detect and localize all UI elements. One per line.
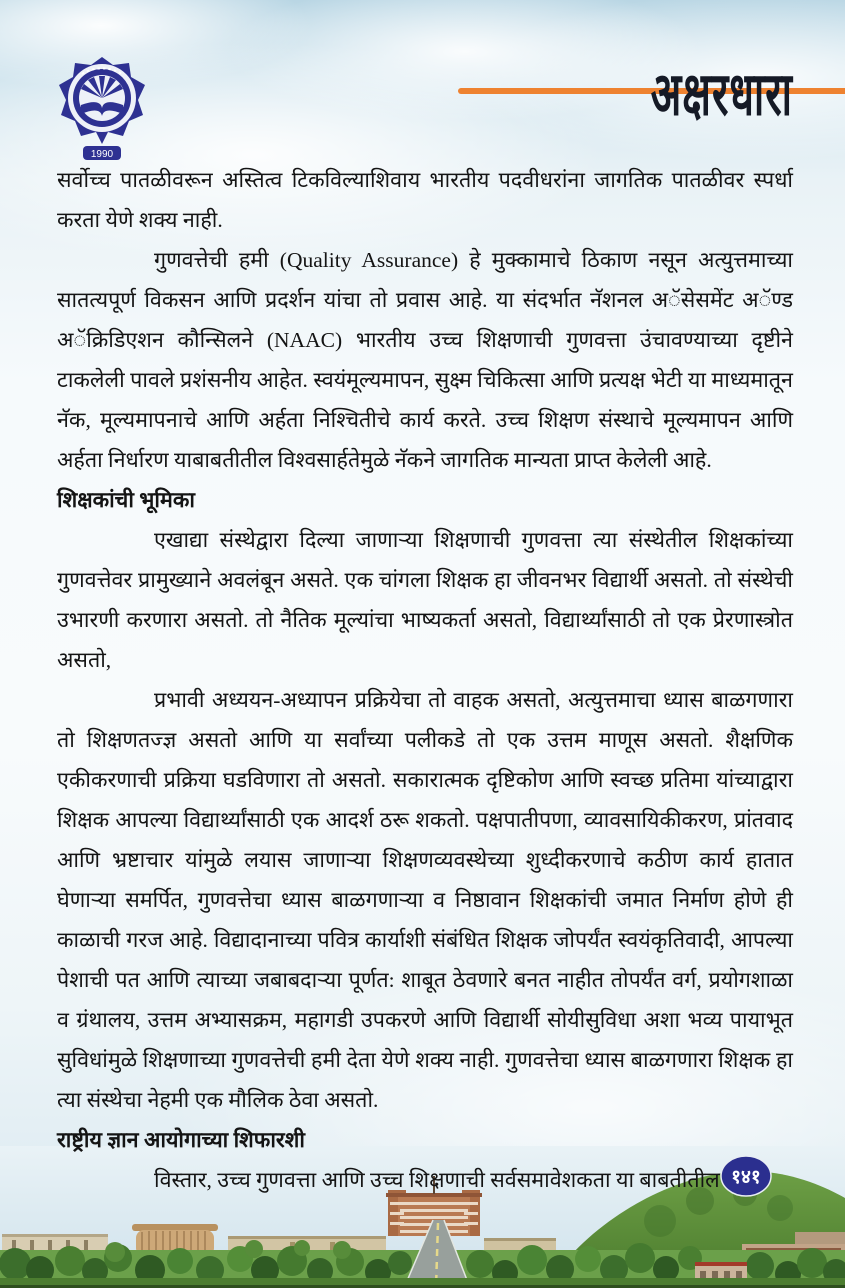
logo-year: 1990 (90, 149, 114, 160)
article-body (57, 160, 793, 1200)
section-heading: शिक्षकांची भूमिका (57, 488, 195, 512)
paragraph: एखाद्या संस्थेद्वारा दिल्या जाणाऱ्या शिक्षणाची गुणवत्ता त्या संस्थेतील शिक्षकांच्या गुणवत्तेवर प्रामुख्याने अवलंबून असते. एक चांगला शिक्षक हा जीवनभर विद्यार्थी असतो. तो संस्थेची उभारणी करणारा असतो. तो नैतिक मूल्यांचा भाष्यकर्ता असतो, विद्यार्थ्यांसाठी तो एक प्रेरणास्त्रोत असतो, (57, 528, 793, 672)
section-heading: राष्ट्रीय ज्ञान आयोगाच्या शिफारशी (57, 1128, 305, 1152)
masthead-title: अक्षरधारा (650, 60, 793, 128)
university-emblem-icon (52, 56, 152, 162)
page-number: १४१ (731, 1167, 761, 1188)
university-emblem-logo (52, 56, 152, 162)
paragraph: प्रभावी अध्ययन-अध्यापन प्रक्रियेचा तो वाहक असतो, अत्युत्तमाचा ध्यास बाळगणारा तो शिक्षणतज्ज्ञ असतो आणि या सर्वांच्या पलीकडे तो एक उत्तम माणूस असतो. शैक्षणिक एकीकरणाची प्रक्रिया घडविणारा तो असतो. सकारात्मक दृष्टिकोण आणि स्वच्छ प्रतिमा यांच्याद्वारा शिक्षक आपल्या विद्यार्थ्यांसाठी एक आदर्श ठरू शकतो. पक्षपातीपणा, व्यावसायिकीकरण, प्रांतवाद आणि भ्रष्टाचार यांमुळे लयास जाणाऱ्या शिक्षणव्यवस्थेच्या शुध्दीकरणाचे कठीण कार्य हातात घेणाऱ्या समर्पित, गुणवत्तेचा ध्यास बाळगणाऱ्या व निष्ठावान शिक्षकांची जमात निर्माण होणे ही काळाची गरज आहे. विद्यादानाच्या पवित्र कार्याशी संबंधित शिक्षक जोपर्यंत स्वयंकृतिवादी, आपल्या पेशाची पत आणि त्याच्या जबाबदाऱ्या पूर्णत: शाबूत ठेवणारे बनत नाहीत तोपर्यंत वर्ग, प्रयोगशाळा व ग्रंथालय, उत्तम अभ्यासक्रम, महागडी उपकरणे आणि विद्यार्थी सोयीसुविधा अशा भव्य पायाभूत सुविधांमुळे शिक्षणाच्या गुणवत्तेची हमी देता येणे शक्य नाही. गुणवत्तेचा ध्यास बाळगणारा शिक्षक हा त्या संस्थेचा नेहमी एक मौलिक ठेवा असतो. (57, 688, 793, 1112)
paragraph: विस्तार, उच्च गुणवत्ता आणि उच्च शिक्षणाची सर्वसमावेशकता या बाबतीतील (154, 1168, 720, 1192)
paragraph: गुणवत्तेची हमी (Quality Assurance) हे मुक्कामाचे ठिकाण नसून अत्युत्तमाच्या सातत्यपूर्ण विकसन आणि प्रदर्शन यांचा तो प्रवास आहे. या संदर्भात नॅशनल अॅसेसमेंट अॅण्ड अॅक्रिडिएशन कौन्सिलने (NAAC) भारतीय उच्च शिक्षणाची गुणवत्ता उंचावण्याच्या दृष्टीने टाकलेली पावले प्रशंसनीय आहेत. स्वयंमूल्यमापन, सुक्ष्म चिकित्सा आणि प्रत्यक्ष भेटी या माध्यमातून नॅक, मूल्यमापनाचे आणि अर्हता निश्चितीचे कार्य करते. उच्च शिक्षण संस्थाचे मूल्यमापन आणि अर्हता निर्धारण याबाबतीतील विश्वसार्हतेमुळे नॅकने जागतिक मान्यता प्राप्त केलेली आहे. (57, 248, 793, 472)
paragraph: सर्वोच्च पातळीवरून अस्तित्व टिकविल्याशिवाय भारतीय पदवीधरांना जागतिक पातळीवर स्पर्धा करता येणे शक्य नाही. (57, 168, 793, 232)
